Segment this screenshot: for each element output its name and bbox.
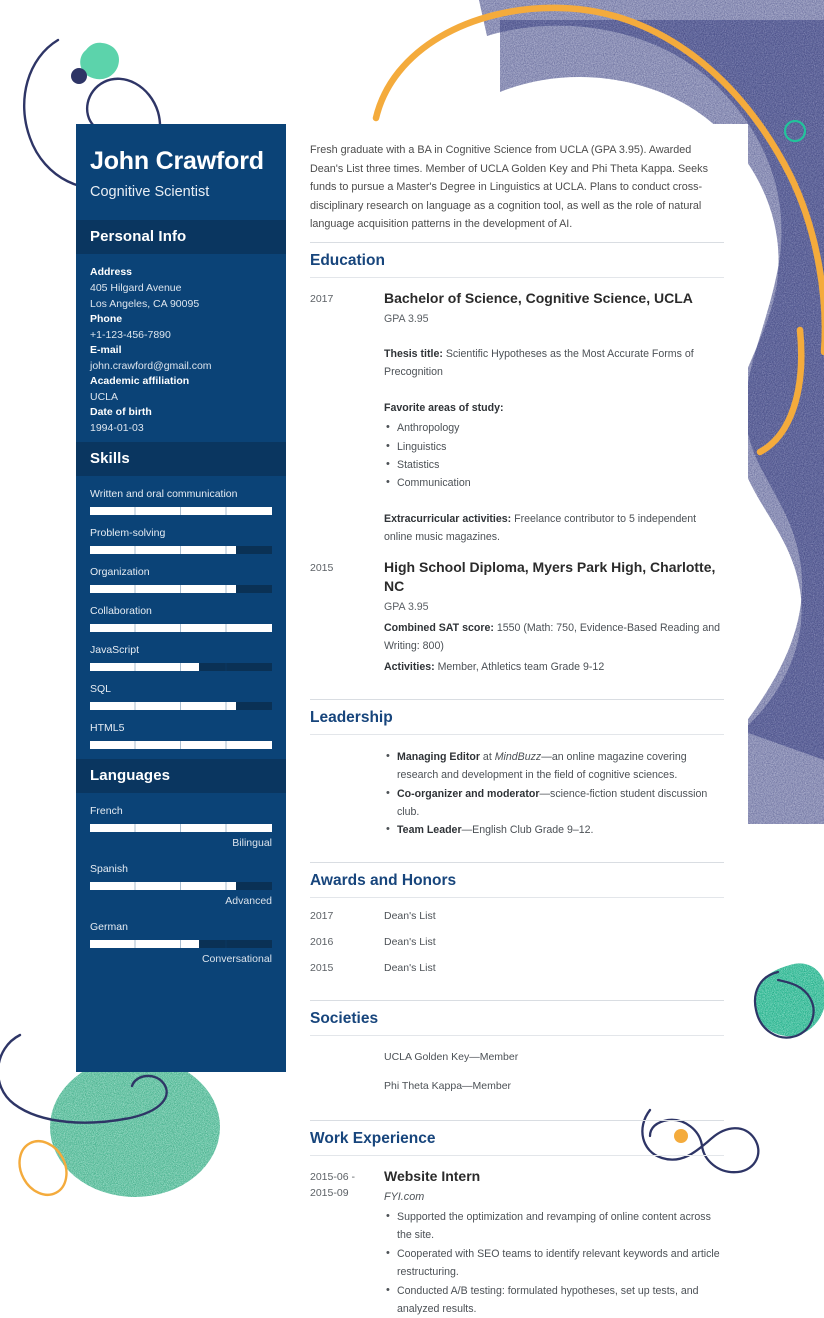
date-line-1: 2015-06 - — [310, 1169, 384, 1185]
leadership-item: • Managing Editor at MindBuzz—an online magazine covering research and development in the field of cognitive sciences. — [384, 748, 724, 785]
society-row — [310, 1036, 724, 1065]
skill-label: HTML5 — [90, 721, 272, 736]
section-title-societies: Societies — [310, 1000, 724, 1035]
entry-gpa: GPA 3.95 — [384, 599, 724, 616]
date-line-2: 2015-09 — [310, 1185, 384, 1201]
skill-bar-ticks — [90, 702, 272, 710]
skill-item — [90, 565, 272, 593]
language-bar — [90, 882, 272, 890]
job-title: Cognitive Scientist — [90, 182, 272, 202]
awards-list — [310, 898, 724, 976]
language-proficiency: Bilingual — [90, 836, 272, 851]
sat-value: 1550 (Math: 750, Evidence-Based Reading and Writing: 800) — [384, 622, 720, 652]
skill-item — [90, 604, 272, 632]
spacer — [384, 328, 724, 342]
summary-paragraph: Fresh graduate with a BA in Cognitive Science from UCLA (GPA 3.95). Awarded Dean's List three times. Member of UCLA Golden Key and Phi Theta Kappa. Seeks funds to pursue a Master's Degree in Linguistics at UCLA. Plans to conduct cross-disciplinary research on language as a cognition tool, as well as the role of natural language acquisition patterns in the development of AI. — [310, 141, 724, 234]
info-label: Phone — [90, 312, 272, 327]
language-label: Spanish — [90, 862, 272, 877]
societies-list — [310, 1036, 724, 1094]
award-date: 2016 — [310, 934, 384, 950]
language-bar — [90, 824, 272, 832]
study-areas-label — [384, 399, 724, 417]
sat-line — [384, 619, 724, 656]
skill-bar-ticks — [90, 663, 272, 671]
extracurricular-label: Extracurricular activities: — [384, 513, 511, 525]
study-area-item: • Communication — [384, 474, 724, 492]
info-value-line2: Los Angeles, CA 90095 — [90, 296, 272, 312]
activities-line — [384, 658, 724, 676]
skill-label: Organization — [90, 565, 272, 580]
activities-value: Member, Athletics team Grade 9-12 — [435, 661, 605, 673]
info-label: Address — [90, 265, 272, 280]
languages-list — [76, 793, 286, 977]
leadership-role: Managing Editor — [397, 751, 480, 763]
study-label: Favorite areas of study: — [384, 402, 504, 414]
extracurricular-line — [384, 510, 724, 547]
spacer — [310, 976, 724, 992]
info-value: 1994-01-03 — [90, 420, 272, 436]
skill-label: SQL — [90, 682, 272, 697]
leadership-item: • Co-organizer and moderator—science-fiction student discussion club. — [384, 785, 724, 822]
sat-label: Combined SAT score: — [384, 622, 494, 634]
language-bar-ticks — [90, 882, 272, 890]
language-item — [90, 862, 272, 909]
skill-item — [90, 643, 272, 671]
language-label: German — [90, 920, 272, 935]
skill-bar-ticks — [90, 741, 272, 749]
entry-company: FYI.com — [384, 1189, 724, 1206]
skill-bar — [90, 585, 272, 593]
award-text: Dean's List — [384, 934, 724, 950]
award-row — [310, 950, 724, 976]
main-content — [286, 124, 748, 1072]
work-entry — [310, 1156, 724, 1318]
info-field-email — [90, 343, 272, 374]
skill-item — [90, 721, 272, 749]
award-date: 2015 — [310, 960, 384, 976]
name-block — [76, 124, 286, 220]
info-field-dob — [90, 405, 272, 436]
work-bullets-list — [384, 1208, 724, 1318]
study-area-item: • Linguistics — [384, 438, 724, 456]
skill-bar-ticks — [90, 546, 272, 554]
full-name: John Crawford — [90, 146, 272, 177]
entry-date: 2017 — [310, 289, 384, 547]
award-row — [310, 898, 724, 924]
thesis-line — [384, 345, 724, 382]
skill-bar — [90, 624, 272, 632]
leadership-role: Co-organizer and moderator — [397, 788, 539, 800]
skill-bar-ticks — [90, 507, 272, 515]
skill-label: JavaScript — [90, 643, 272, 658]
award-date: 2017 — [310, 908, 384, 924]
entry-date: 2015 — [310, 558, 384, 677]
spacer — [310, 677, 724, 691]
study-area-item: • Anthropology — [384, 419, 724, 437]
personal-info-body — [76, 254, 286, 442]
info-label: Date of birth — [90, 405, 272, 420]
award-row — [310, 924, 724, 950]
skill-bar — [90, 702, 272, 710]
leadership-list — [384, 748, 724, 840]
info-label: E-mail — [90, 343, 272, 358]
language-label: French — [90, 804, 272, 819]
thesis-value: Scientific Hypotheses as the Most Accurate Forms of Precognition — [384, 348, 694, 378]
section-header-languages: Languages — [76, 759, 286, 793]
entry-date-empty — [310, 746, 384, 840]
skills-list — [76, 476, 286, 759]
navy-dot-top-left — [71, 68, 87, 84]
section-societies — [310, 1000, 724, 1112]
info-field-phone — [90, 312, 272, 343]
section-awards — [310, 862, 724, 992]
thesis-label: Thesis title: — [384, 348, 443, 360]
spacer — [384, 382, 724, 396]
teal-blob-bottom-left — [50, 1057, 220, 1197]
skill-bar — [90, 741, 272, 749]
skill-bar — [90, 663, 272, 671]
skill-label: Collaboration — [90, 604, 272, 619]
resume-card — [76, 124, 748, 1072]
leadership-item: • Team Leader—English Club Grade 9–12. — [384, 821, 724, 839]
section-education — [310, 242, 724, 691]
entry-title: Website Intern — [384, 1167, 724, 1186]
skill-item — [90, 487, 272, 515]
section-title-work-experience: Work Experience — [310, 1120, 724, 1155]
skill-bar — [90, 507, 272, 515]
skill-bar — [90, 546, 272, 554]
section-title-awards: Awards and Honors — [310, 862, 724, 897]
society-spacer — [310, 1078, 384, 1094]
info-label: Academic affiliation — [90, 374, 272, 389]
entry-title: High School Diploma, Myers Park High, Charlotte, NC — [384, 558, 724, 596]
skill-label: Problem-solving — [90, 526, 272, 541]
entry-gpa: GPA 3.95 — [384, 311, 724, 328]
entry-date — [310, 1167, 384, 1318]
section-header-personal-info: Personal Info — [76, 220, 286, 254]
leadership-role: Team Leader — [397, 824, 462, 836]
work-bullet-item: • Conducted A/B testing: formulated hypotheses, set up tests, and analyzed results. — [384, 1282, 724, 1318]
skill-item — [90, 526, 272, 554]
study-area-item: • Statistics — [384, 456, 724, 474]
language-bar — [90, 940, 272, 948]
society-row — [310, 1065, 724, 1094]
info-field-affiliation — [90, 374, 272, 405]
info-value: UCLA — [90, 389, 272, 405]
language-bar-ticks — [90, 824, 272, 832]
skill-item — [90, 682, 272, 710]
activities-label: Activities: — [384, 661, 435, 673]
society-text: Phi Theta Kappa—Member — [384, 1078, 724, 1094]
study-areas-list — [384, 419, 724, 493]
section-work-experience — [310, 1120, 724, 1318]
language-bar-ticks — [90, 940, 272, 948]
spacer — [310, 840, 724, 854]
spacer — [310, 1094, 724, 1112]
section-leadership — [310, 699, 724, 854]
language-proficiency: Conversational — [90, 952, 272, 967]
info-value: 405 Hilgard Avenue — [90, 280, 272, 296]
society-spacer — [310, 1049, 384, 1065]
info-value: +1-123-456-7890 — [90, 327, 272, 343]
entry-title: Bachelor of Science, Cognitive Science, UCLA — [384, 289, 724, 308]
extracurricular-value: Freelance contributor to 5 independent online music magazines. — [384, 513, 696, 543]
section-header-skills: Skills — [76, 442, 286, 476]
award-text: Dean's List — [384, 960, 724, 976]
society-text: UCLA Golden Key—Member — [384, 1049, 724, 1065]
section-title-leadership: Leadership — [310, 699, 724, 734]
skill-label: Written and oral communication — [90, 487, 272, 502]
education-entry — [310, 278, 724, 547]
work-bullet-item: • Supported the optimization and revamping of online content across the site. — [384, 1208, 724, 1245]
work-bullet-item: • Cooperated with SEO teams to identify relevant keywords and article restructuring. — [384, 1245, 724, 1282]
leadership-org: MindBuzz — [495, 751, 542, 763]
language-proficiency: Advanced — [90, 894, 272, 909]
info-value: john.crawford@gmail.com — [90, 358, 272, 374]
sidebar — [76, 124, 286, 1072]
section-title-education: Education — [310, 242, 724, 277]
skill-bar-ticks — [90, 585, 272, 593]
award-text: Dean's List — [384, 908, 724, 924]
education-entry — [310, 547, 724, 677]
skill-bar-ticks — [90, 624, 272, 632]
language-item — [90, 804, 272, 851]
language-item — [90, 920, 272, 967]
info-field-address — [90, 265, 272, 312]
spacer — [384, 493, 724, 507]
